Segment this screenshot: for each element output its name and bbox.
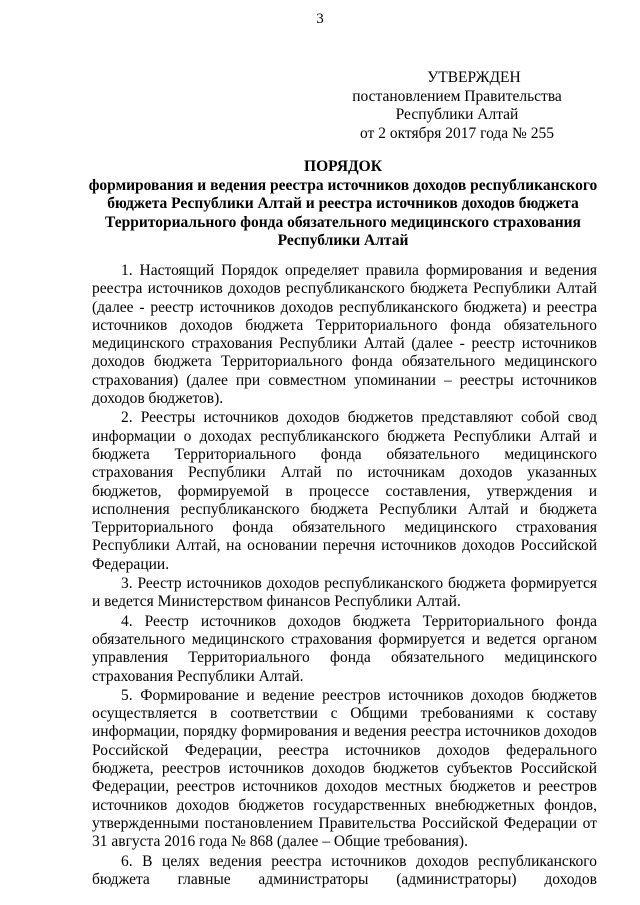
paragraph: 3. Реестр источников доходов республиканского бюджета формируется и ведется Министерством финансов Республики Алтай. [92,575,597,611]
document-body [92,262,597,889]
paragraph: 5. Формирование и ведение реестров источников доходов бюджетов осуществляется в соответствии с Общими требованиями к составу информации, порядку формирования и ведения реестра источников доходов Российской Федерации, реестра источников доходов федерального бюджета, реестров источников доходов бюджетов субъектов Российской Федерации, реестров источников доходов местных бюджетов и реестров источников доходов бюджетов государственных внебюджетных фондов, утвержденными постановлением Правительства Российской Федерации от 31 августа 2016 года № 868 (далее – Общие требования). [92,686,597,851]
approval-date: от 2 октября 2017 года № 255 [360,124,554,142]
document-title [88,158,598,251]
title-heading: ПОРЯДОК [304,158,382,175]
paragraph: 1. Настоящий Порядок определяет правила формирования и ведения реестра источников доходов республиканского бюджета Республики Алтай (далее - реестр источников доходов республиканского бюджета) и реестра источников доходов бюджета Территориального фонда обязательного медицинского страхования Республики Алтай (далее - реестр источников доходов бюджета Территориального фонда обязательного медицинского страхования) (далее при совместном упоминании – реестры источников доходов бюджетов). [92,262,597,408]
paragraph: 6. В целях ведения реестра источников доходов республиканского бюджета главные администраторы (администраторы) доходов [92,852,597,888]
page-number: 3 [316,11,324,27]
paragraph: 4. Реестр источников доходов бюджета Территориального фонда обязательного медицинского страхования формируется и ведется органом управления Территориального фонда обязательного медицинского страхования Республики Алтай. [92,612,597,685]
approval-line: Республики Алтай [395,106,519,123]
approval-stamp [332,69,582,143]
approval-heading: УТВЕРЖДЕН [427,69,521,86]
paragraph: 2. Реестры источников доходов бюджетов представляют собой свод информации о доходах республиканского бюджета Республики Алтай и бюджета Территориального фонда обязательного медицинского страхования Республики Алтай по источникам доходов указанных бюджетов, формируемой в процессе составления, утверждения и исполнения республиканского бюджета Республики Алтай и бюджета Территориального фонда обязательного медицинского страхования Республики Алтай, на основании перечня источников доходов Российской Федерации. [92,409,597,573]
approval-line: постановлением Правительства [352,87,562,105]
title-subtitle: формирования и ведения реестра источников доходов республиканского бюджета Республики Алтай и реестра источников доходов бюджета Территориального фонда обязательного медицинского страхования Республики Алтай [88,176,598,249]
